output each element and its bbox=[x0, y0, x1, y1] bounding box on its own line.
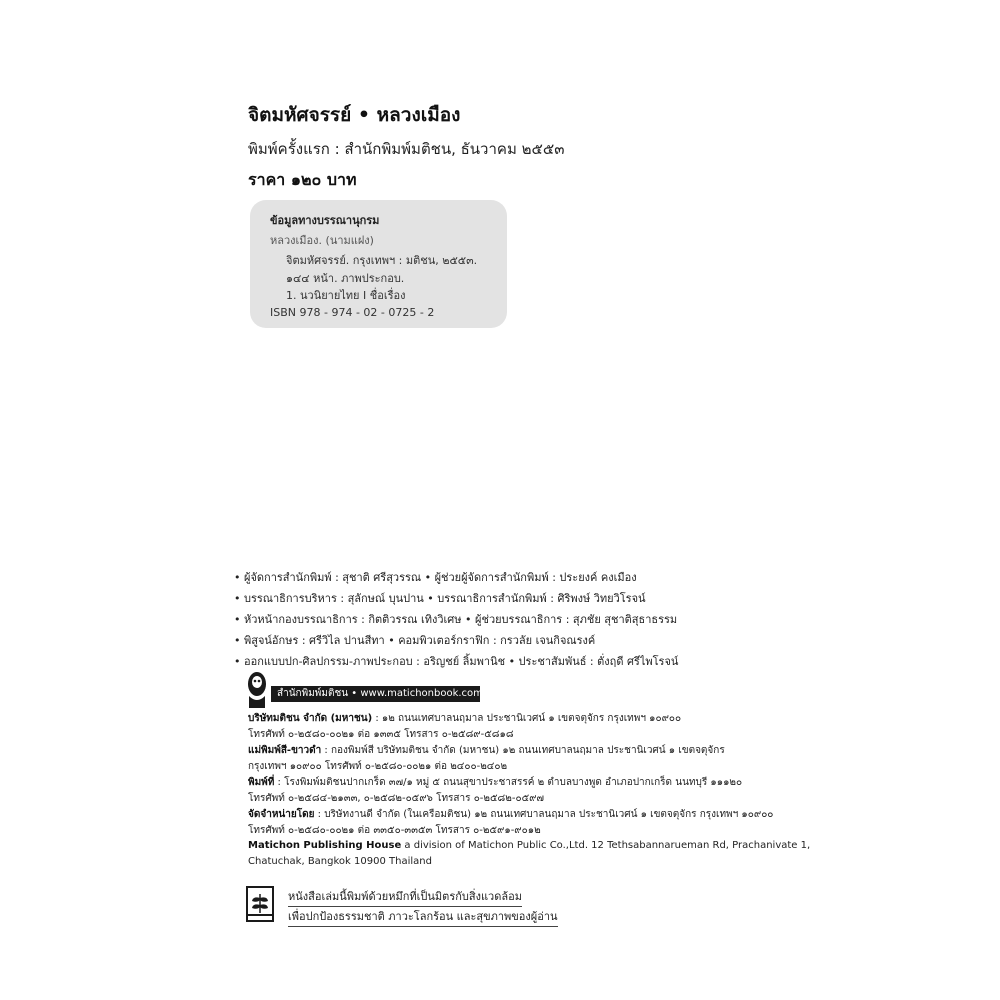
plate-phone: กรุงเทพฯ ๑๐๙๐๐ โทรศัพท์ ๐-๒๕๘๐-๐๐๒๑ ต่อ ๒๔๐๐-๒๔๐๒ bbox=[248, 761, 508, 772]
company-label: บริษัทมติชน จำกัด (มหาชน) bbox=[248, 713, 373, 724]
printer-info: พิมพ์ที่ : โรงพิมพ์มติชนปากเกร็ด ๓๗/๑ หมู่ ๕ ถนนสุขาประชาสรรค์ ๒ ตำบลบางพูด อำเภอปากเกร็ด นนทบุรี ๑๑๑๒๐ bbox=[248, 777, 743, 788]
cataloging-pages-line: ๑๔๔ หน้า. ภาพประกอบ. bbox=[286, 272, 405, 285]
english-address: Chatuchak, Bangkok 10900 Thailand bbox=[248, 856, 432, 867]
printer-label: พิมพ์ที่ bbox=[248, 777, 275, 788]
plate-info: แม่พิมพ์สี-ขาวดำ : กองพิมพ์สี บริษัทมติชน จำกัด (มหาชน) ๑๒ ถนนเทศบาลนฤมาล ประชานิเวศน์ ๑ เขตจตุจักร bbox=[248, 745, 725, 756]
staff-line: • ผู้จัดการสำนักพิมพ์ : สุชาติ ศรีสุวรรณ • ผู้ช่วยผู้จัดการสำนักพิมพ์ : ประยงค์ คงเมือง bbox=[234, 571, 637, 584]
cataloging-box bbox=[250, 200, 507, 328]
price: ราคา ๑๒๐ บาท bbox=[248, 170, 357, 189]
distributor-info: จัดจำหน่ายโดย : บริษัทงานดี จำกัด (ในเครือมติชน) ๑๒ ถนนเทศบาลนฤมาล ประชานิเวศน์ ๑ เขตจตุจักร กรุงเทพฯ ๑๐๙๐๐ bbox=[248, 809, 774, 820]
staff-line: • ออกแบบปก-ศิลปกรรม-ภาพประกอบ : อริญชย์ ลิ้มพานิช • ประชาสัมพันธ์ : ตั่งฤดี ศรีไพโรจน์ bbox=[234, 655, 679, 668]
english-label: Matichon Publishing House bbox=[248, 840, 402, 851]
printer-phone: โทรศัพท์ ๐-๒๕๘๔-๒๑๓๓, ๐-๒๕๘๒-๐๕๙๖ โทรสาร ๐-๒๕๘๒-๐๕๙๗ bbox=[248, 793, 544, 804]
cataloging-heading: ข้อมูลทางบรรณานุกรม bbox=[270, 214, 380, 227]
staff-line: • พิสูจน์อักษร : ศรีวิไล ปานสีทา • คอมพิวเตอร์กราฟิก : กรวลัย เจนกิจณรงค์ bbox=[234, 634, 596, 647]
isbn: ISBN 978 - 974 - 02 - 0725 - 2 bbox=[270, 306, 435, 319]
distributor-label: จัดจำหน่ายโดย bbox=[248, 809, 315, 820]
company-phone: โทรศัพท์ ๐-๒๕๘๐-๐๐๒๑ ต่อ ๑๓๓๕ โทรสาร ๐-๒๕๘๙-๕๘๑๘ bbox=[248, 729, 514, 740]
staff-line: • บรรณาธิการบริหาร : สุลักษณ์ บุนปาน • บรรณาธิการสำนักพิมพ์ : ศิริพงษ์ วิทยวิโรจน์ bbox=[234, 592, 646, 605]
company-info: บริษัทมติชน จำกัด (มหาชน) : ๑๒ ถนนเทศบาลนฤมาล ประชานิเวศน์ ๑ เขตจตุจักร กรุงเทพฯ ๑๐๙๐๐ bbox=[248, 713, 682, 724]
publisher-logo-icon bbox=[246, 670, 268, 710]
book-title: จิตมหัศจรรย์ • หลวงเมือง bbox=[248, 104, 461, 126]
distributor-phone: โทรศัพท์ ๐-๒๕๘๐-๐๐๒๑ ต่อ ๓๓๕๐-๓๓๕๓ โทรสาร ๐-๒๕๙๑-๙๐๑๒ bbox=[248, 825, 541, 836]
eco-note-line1: หนังสือเล่มนี้พิมพ์ด้วยหมึกที่เป็นมิตรกับสิ่งแวดล้อม bbox=[288, 887, 522, 907]
plate-label: แม่พิมพ์สี-ขาวดำ bbox=[248, 745, 322, 756]
cataloging-author: หลวงเมือง. (นามแฝง) bbox=[270, 234, 374, 247]
cataloging-title-line: จิตมหัศจรรย์. กรุงเทพฯ : มติชน, ๒๕๕๓. bbox=[286, 254, 478, 267]
eco-note-line2: เพื่อปกป้องธรรมชาติ ภาวะโลกร้อน และสุขภาพของผู้อ่าน bbox=[288, 907, 558, 927]
print-info: พิมพ์ครั้งแรก : สำนักพิมพ์มติชน, ธันวาคม ๒๕๕๓ bbox=[248, 140, 565, 158]
cataloging-subject-line: 1. นวนิยายไทย I ชื่อเรื่อง bbox=[286, 289, 406, 302]
publisher-brand-bar: สำนักพิมพ์มติชน • www.matichonbook.com bbox=[271, 686, 480, 702]
staff-line: • หัวหน้ากองบรรณาธิการ : กิตติวรรณ เทิงวิเศษ • ผู้ช่วยบรรณาธิการ : สุภชัย สุชาติสุธาธรรม bbox=[234, 613, 678, 626]
leaf-book-icon bbox=[246, 886, 274, 922]
english-info: Matichon Publishing House a division of Matichon Public Co.,Ltd. 12 Tethsabannarueman Rd, Prachanivate 1, bbox=[248, 840, 811, 851]
